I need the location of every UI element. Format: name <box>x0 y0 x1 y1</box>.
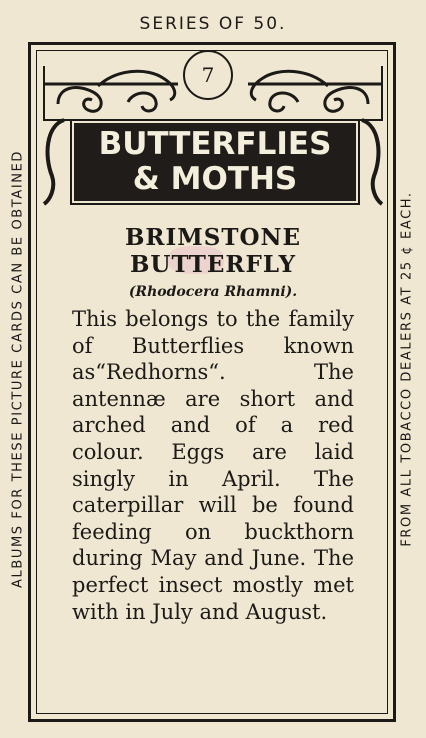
right-margin-text: FROM ALL TOBACCO DEALERS AT 25 ¢ EACH. <box>399 191 415 547</box>
title-banner <box>72 121 358 203</box>
card-number: 7 <box>183 50 233 100</box>
description-text: This belongs to the family of Butterflies known as“Redhorns“. The antennæ are short and arched and of a red colour. Eggs are laid singly in April. The caterpillar will be found feeding on buckthorn during May and June. The perfect insect mostly met with in July and August. <box>72 307 354 624</box>
title-line-1: BRIMSTONE <box>124 224 302 251</box>
left-margin-text: ALBUMS FOR THESE PICTURE CARDS CAN BE OBTAINED <box>10 149 26 589</box>
banner-line-1: BUTTERFLIES <box>98 126 332 162</box>
title-line-2: BUTTERFLY <box>129 251 296 278</box>
banner-left-ornament-icon <box>40 116 68 208</box>
banner-line-2: & MOTHS <box>132 161 298 197</box>
species-title <box>72 224 354 278</box>
card-content <box>72 224 354 625</box>
latin-name: (Rhodocera Rhamni). <box>128 284 298 300</box>
series-label: SERIES OF 50. <box>139 14 287 34</box>
banner-right-ornament-icon <box>358 116 386 208</box>
